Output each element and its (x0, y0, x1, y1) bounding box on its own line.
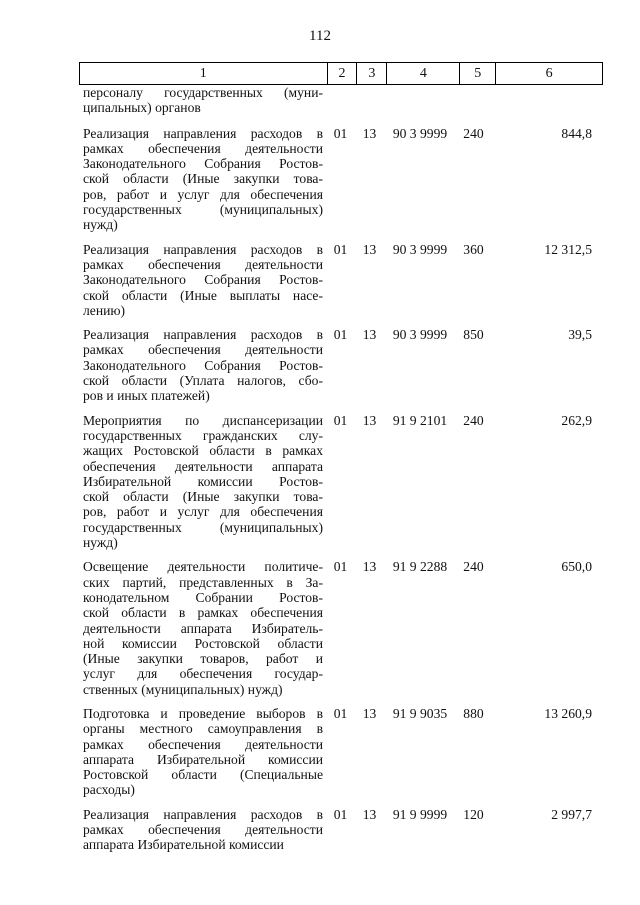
row-name-line: аппарата Избирательной комиссии (83, 837, 284, 853)
row-name-line: услуг для обеспечения государ- (83, 666, 323, 682)
row-c3: 13 (362, 705, 377, 721)
row-name-line: рамках обеспечения деятельности (83, 342, 323, 358)
row-name (79, 706, 326, 798)
row-c2: 01 (333, 412, 348, 428)
row-c5: 850 (463, 327, 484, 343)
row-c3: 13 (362, 806, 377, 822)
row-c3: 13 (362, 412, 377, 428)
row-c3: 13 (362, 241, 377, 257)
row-c3: 13 (362, 327, 377, 343)
row-c2: 01 (333, 327, 348, 343)
row-name-line: жащих Ростовской области в рамках (83, 443, 323, 459)
row-name-line: рамках обеспечения деятельности (83, 140, 323, 156)
row-c3: 13 (362, 559, 377, 575)
header-col-1: 1 (199, 66, 207, 81)
table-row (79, 126, 603, 233)
row-name-line: Реализация направления расходов в (83, 241, 323, 257)
row-name-line: Ростовской области (Специальные (83, 767, 323, 783)
row-c5: 240 (463, 559, 484, 575)
row-name-line: ской области (Уплата налогов, сбо- (83, 373, 323, 389)
row-c3: 13 (362, 125, 377, 141)
table-row (79, 242, 603, 318)
table-body (79, 85, 603, 853)
row-name-line: органы местного самоуправления в (83, 721, 323, 737)
row-name-line: ципальных) органов (83, 100, 201, 116)
row-name-line: лению) (83, 302, 126, 318)
row-name (79, 327, 326, 403)
row-name-line: ской области (Иные закупки това- (83, 489, 323, 505)
row-c6: 262,9 (561, 412, 592, 428)
row-c6: 2 997,7 (551, 806, 592, 822)
row-name-line: Реализация направления расходов в (83, 125, 323, 141)
row-c2: 01 (333, 125, 348, 141)
table-row (79, 85, 603, 116)
header-col-2: 2 (327, 63, 357, 84)
row-c6: 12 312,5 (544, 241, 592, 257)
row-name-line: ской области (Иные выплаты насе- (83, 287, 323, 303)
row-c6 (491, 85, 597, 116)
row-c4: 91 9 2288 (392, 559, 448, 575)
row-name-line: персоналу государственных (муни- (83, 85, 323, 100)
row-c2: 01 (333, 241, 348, 257)
row-c5: 880 (463, 705, 484, 721)
row-name-line: государственных (муниципальных) (83, 519, 323, 535)
row-c4: 90 3 9999 (392, 125, 448, 141)
row-name-line: Законодательного Собрания Ростов- (83, 357, 323, 373)
row-c6: 13 260,9 (544, 705, 592, 721)
row-name-line: ских партий, представленных в За- (83, 574, 323, 590)
row-name-line: ской области (Иные закупки това- (83, 171, 323, 187)
row-name (79, 242, 326, 318)
row-name-line: ной комиссии Ростовской области (83, 635, 323, 651)
row-name-line: рамках обеспечения деятельности (83, 822, 323, 838)
header-col-3: 3 (356, 63, 386, 84)
row-name-line: расходы) (83, 782, 135, 798)
row-name-line: Избирательной комиссии Ростов- (83, 473, 323, 489)
row-name-line: ров и иных платежей) (83, 388, 210, 404)
row-name (79, 559, 326, 697)
row-name-line: рамках обеспечения деятельности (83, 256, 323, 272)
row-c5 (456, 85, 491, 116)
row-c2: 01 (333, 806, 348, 822)
row-name-line: Законодательного Собрания Ростов- (83, 272, 323, 288)
row-c4: 91 9 2101 (392, 412, 448, 428)
row-name-line: ров, работ и услуг для обеспечения (83, 186, 323, 202)
row-name-line: Подготовка и проведение выборов в (83, 705, 323, 721)
table-row (79, 807, 603, 853)
row-name-line: Освещение деятельности политиче- (83, 559, 323, 575)
row-c2 (326, 85, 355, 116)
row-c4: 91 9 9999 (392, 806, 448, 822)
row-name (79, 807, 326, 853)
row-name-line: нужд) (83, 535, 118, 551)
table-row (79, 706, 603, 798)
row-c6: 844,8 (561, 125, 592, 141)
row-c2: 01 (333, 559, 348, 575)
row-name-line: нужд) (83, 217, 118, 233)
table-row (79, 327, 603, 403)
table-row (79, 559, 603, 697)
row-name-line: деятельности аппарата Избиратель- (83, 620, 323, 636)
table-row (79, 413, 603, 551)
row-name (79, 413, 326, 551)
header-col-5: 5 (459, 63, 495, 84)
row-name-line: государственных гражданских слу- (83, 427, 323, 443)
row-name-line: государственных (муниципальных) (83, 202, 323, 218)
row-c4: 90 3 9999 (392, 327, 448, 343)
row-c4: 91 9 9035 (392, 705, 448, 721)
row-name (79, 85, 326, 116)
header-col-6: 6 (495, 63, 602, 84)
row-name-line: Реализация направления расходов в (83, 327, 323, 343)
row-name-line: Мероприятия по диспансеризации (83, 412, 323, 428)
row-c5: 360 (463, 241, 484, 257)
row-c6: 650,0 (561, 559, 592, 575)
row-c3 (355, 85, 384, 116)
header-col-4: 4 (386, 63, 459, 84)
row-name-line: ров, работ и услуг для обеспечения (83, 504, 323, 520)
row-name-line: (Иные закупки товаров, работ и (83, 651, 323, 667)
row-name-line: Законодательного Собрания Ростов- (83, 156, 323, 172)
row-name (79, 126, 326, 233)
row-name-line: конодательном Собрании Ростов- (83, 589, 323, 605)
row-c2: 01 (333, 705, 348, 721)
row-name-line: рамках обеспечения деятельности (83, 736, 323, 752)
row-c4 (384, 85, 456, 116)
row-name-line: Реализация направления расходов в (83, 806, 323, 822)
row-name-line: ской области в рамках обеспечения (83, 605, 323, 621)
row-c6: 39,5 (568, 327, 592, 343)
row-c4: 90 3 9999 (392, 241, 448, 257)
page-number: 112 (309, 28, 331, 44)
row-c5: 120 (463, 806, 484, 822)
row-c5: 240 (463, 412, 484, 428)
row-name-line: ственных (муниципальных) нужд) (83, 681, 283, 697)
row-name-line: обеспечения деятельности аппарата (83, 458, 323, 474)
table-header (79, 62, 603, 85)
row-c5: 240 (463, 125, 484, 141)
budget-table (79, 62, 603, 853)
row-name-line: аппарата Избирательной комиссии (83, 751, 323, 767)
